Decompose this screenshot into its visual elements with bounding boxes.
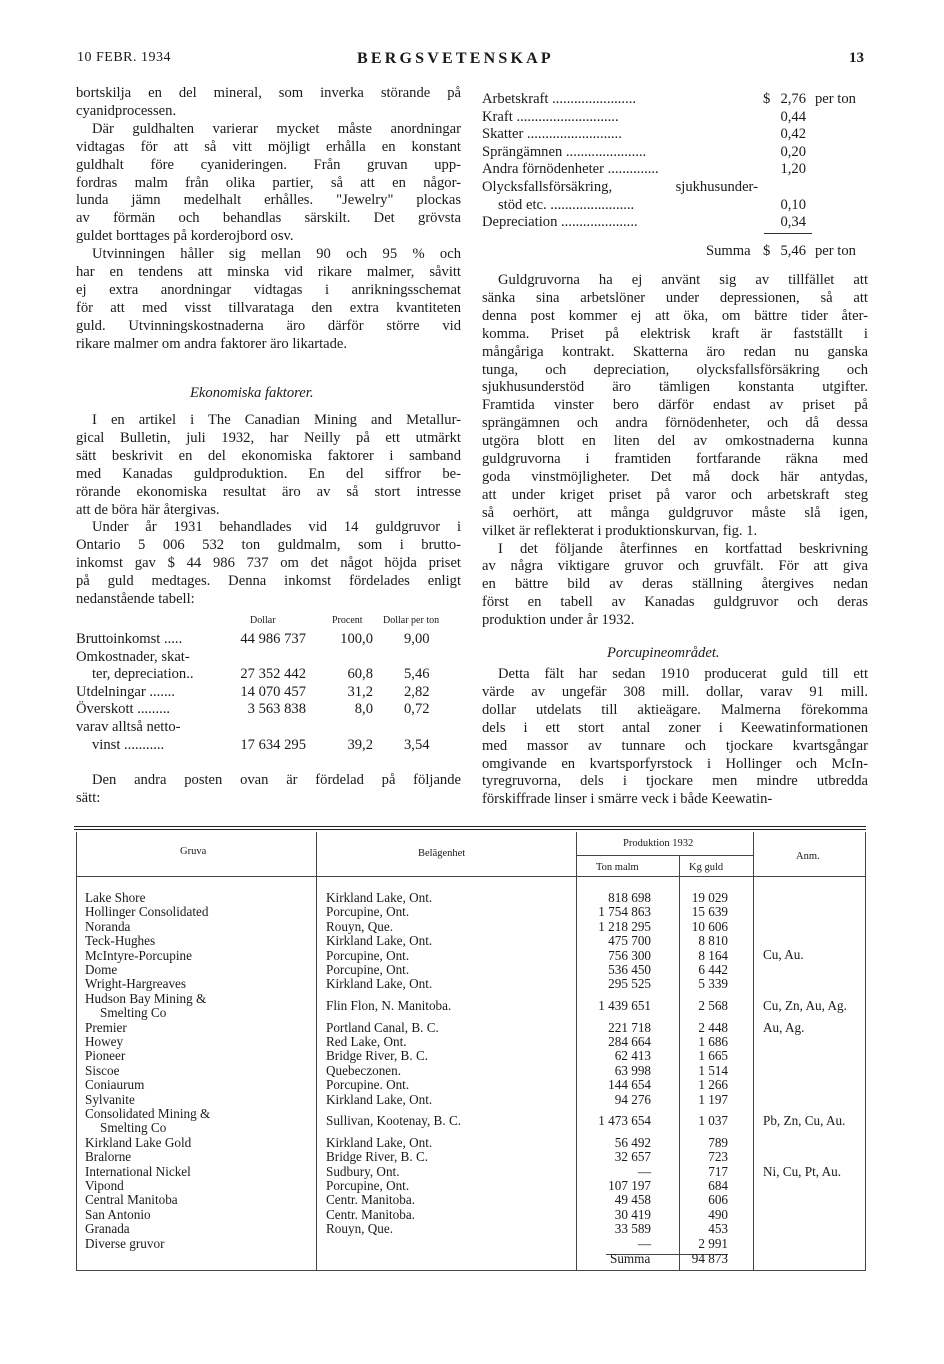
left-paragraph-5-line: nedanstående tabell:	[76, 591, 195, 607]
mine-gold-kg: 19 029	[691, 890, 728, 905]
mine-location: Porcupine, Ont.	[326, 962, 410, 977]
mine-name: Smelting Co	[100, 1005, 167, 1021]
mine-tonnage: 94 276	[614, 1091, 651, 1107]
mine-remark: Cu, Zn, Au, Ag.	[763, 998, 847, 1013]
left-paragraph-2-line: fordras malm från olika partier, så att en någor-	[76, 174, 461, 191]
right-paragraph-3-line: Detta fält har sedan 1910 producerat guld till ett	[498, 666, 868, 682]
income-table-row-label: Bruttoinkomst .....	[76, 631, 183, 647]
section-heading-ekonomiska: Ekonomiska faktorer.	[190, 385, 314, 401]
mine-name: Howey	[85, 1034, 124, 1049]
right-paragraph-2-line: produktion under år 1932.	[482, 612, 635, 629]
income-table-row-label: Överskott .........	[76, 701, 171, 718]
mine-gold-kg: 5 339	[698, 976, 728, 992]
mine-tonnage: 107 197	[608, 1178, 651, 1193]
income-table-row-per-ton: 0,72	[404, 701, 430, 718]
right-paragraph-1-line: sjukhusunderstöd äro tämligen konstanta utgifter.	[482, 379, 868, 396]
income-table-row-label: Utdelningar .......	[76, 683, 175, 700]
mine-name: Diverse gruvor	[85, 1235, 165, 1251]
left-paragraph-3-line: Utvinningen håller sig mellan 90 och 95 % och	[92, 246, 461, 263]
mine-name: San Antonio	[85, 1206, 151, 1222]
table-header-kg-guld: Kg guld	[689, 862, 724, 873]
mine-name: Dome	[85, 962, 118, 977]
mine-tonnage: 284 664	[608, 1034, 651, 1049]
mine-name: Siscoe	[85, 1062, 120, 1078]
income-table-row-per-ton: 9,00	[404, 631, 430, 647]
mine-tonnage: 33 589	[614, 1221, 651, 1237]
mine-gold-kg: 2 568	[698, 998, 728, 1013]
mine-name: Wright-Hargreaves	[85, 976, 187, 992]
table-header-anm: Anm.	[796, 851, 820, 862]
left-paragraph-2-line: guldhalt före cyanideringen. Från gruvan upp-	[76, 156, 461, 173]
income-table-row-procent: 60,8	[347, 666, 373, 683]
mine-name: Consolidated Mining &	[85, 1106, 211, 1121]
left-paragraph-4-line: med Kanadas guldproduktion. En del siffror be-	[76, 465, 461, 482]
right-paragraph-1-line: utgöra blott en liten del av omkostnaderna kunna	[482, 433, 868, 450]
right-paragraph-2-line: först en tabell av Kanadas guldgruvor och deras	[482, 594, 868, 611]
mine-tonnage: 56 492	[614, 1134, 651, 1150]
mine-gold-kg: 2 448	[698, 1019, 728, 1035]
income-table-header-procent: Procent	[332, 615, 363, 626]
mine-remark: Au, Ag.	[763, 1019, 805, 1035]
mine-name: McIntyre-Porcupine	[85, 947, 192, 963]
income-table-row-per-ton: 2,82	[404, 683, 430, 700]
right-paragraph-1-line: att under kriget priset på varor och arbetskraft steg	[482, 486, 868, 503]
income-table-row-dollar: 17 634 295	[240, 736, 306, 753]
left-paragraph-3-line: guld. Utvinningskostnaderna äro därför större vid	[76, 317, 461, 334]
right-paragraph-3-line: med massor av tunnare och tjockare kvartsgångar	[482, 737, 868, 754]
mine-tonnage: 756 300	[608, 947, 651, 963]
mine-location: Porcupine. Ont.	[326, 1077, 410, 1093]
mine-remark: Pb, Zn, Cu, Au.	[763, 1113, 846, 1129]
mine-gold-kg: 717	[708, 1163, 728, 1179]
table-header-ton-malm: Ton malm	[596, 862, 639, 873]
cost-row-value: 0,44	[780, 108, 806, 125]
mine-gold-kg: 606	[708, 1192, 728, 1208]
mine-location: Porcupine, Ont.	[326, 947, 410, 963]
cost-row-value: 0,34	[780, 214, 806, 231]
table-header-gruva: Gruva	[180, 846, 207, 857]
mine-gold-kg: 1 197	[698, 1091, 728, 1107]
mine-gold-kg: 723	[708, 1149, 728, 1165]
mine-name: International Nickel	[85, 1163, 191, 1179]
mine-gold-kg: 8 810	[698, 933, 728, 949]
left-paragraph-5-line: på guld medtages. Denna inkomst fördelades enligt	[76, 573, 461, 590]
mine-tonnage: 1 754 863	[598, 904, 651, 920]
cost-row-unit: per ton	[815, 91, 856, 107]
table-header-belagenhet: Belägenhet	[418, 848, 466, 859]
cost-row-value: 0,10	[780, 196, 806, 213]
income-table-header-dollar: Dollar	[250, 615, 276, 626]
mine-location: Rouyn, Que.	[326, 918, 394, 934]
mine-location: Sudbury, Ont.	[326, 1163, 400, 1179]
cost-sum-rule	[764, 233, 812, 234]
left-paragraph-3-line: för att med visst tillvaratagа den extra kvantiteten	[76, 299, 461, 316]
mine-tonnage: 818 698	[608, 890, 651, 905]
right-paragraph-2-line: en bättre bild av deras ställning återgives nedan	[482, 576, 868, 593]
right-paragraph-1-line: Guldgruvorna ha ej använt sig av tillfället att	[498, 272, 868, 288]
mine-gold-kg: 1 686	[698, 1034, 728, 1049]
cost-row-value: 0,42	[780, 126, 806, 143]
mine-tonnage: 32 657	[614, 1149, 651, 1165]
mine-location: Kirkland Lake, Ont.	[326, 1091, 433, 1107]
mine-tonnage: 475 700	[608, 933, 651, 949]
left-paragraph-2-line: Där guldhalten varierar mycket måste anordningar	[92, 120, 461, 137]
table-vertical-rule	[753, 832, 754, 1270]
left-paragraph-2-line: av förmän och behandlas särskilt. Det grövsta	[76, 210, 461, 227]
left-paragraph-3-line: ej extra anordningar vidtagas i anrikningsschemat	[76, 281, 461, 298]
right-paragraph-3-line: dollar utdelats till aktieägare. Malmerna förekomma	[482, 701, 868, 718]
mine-gold-kg: 490	[708, 1206, 728, 1222]
table-vertical-rule	[865, 832, 866, 1270]
mine-tonnage: 49 458	[614, 1192, 651, 1208]
mine-remark: Cu, Au.	[763, 946, 804, 962]
cost-sum-value: 5,46	[780, 243, 806, 259]
mine-name: Premier	[85, 1019, 127, 1035]
table-top-rule	[74, 826, 866, 827]
mine-gold-kg: 10 606	[691, 918, 728, 934]
mine-gold-kg: 453	[708, 1221, 728, 1237]
income-table-row-per-ton: 5,46	[404, 666, 430, 683]
income-table-row-procent: 39,2	[347, 736, 373, 753]
cost-row-currency: $	[763, 91, 771, 107]
left-paragraph-5-line: inkomst gav $ 44 986 737 om det något höjda priset	[76, 555, 461, 572]
right-paragraph-1-line: så oerhört, att många guldgruvor måste slå igen,	[482, 504, 868, 521]
right-paragraph-2-line: I det följande återfinnes en kortfattad beskrivning	[498, 540, 868, 557]
cost-sum-label: Summa	[706, 243, 751, 259]
mine-remark: Ni, Cu, Pt, Au.	[763, 1163, 842, 1179]
left-paragraph-5-line: Ontario 5 006 532 ton guldmalm, som i brutto-	[76, 537, 461, 554]
mine-tonnage: 63 998	[614, 1062, 651, 1078]
table-vertical-rule	[76, 832, 77, 1270]
mine-location: Portland Canal, B. C.	[326, 1019, 439, 1035]
mine-location: Sullivan, Kootenay, B. C.	[326, 1113, 462, 1129]
left-paragraph-2-line: guldet borttages på korderojbord osv.	[76, 228, 294, 245]
left-paragraph-1-line: cyanidprocessen.	[76, 102, 177, 119]
mine-name: Vipond	[85, 1178, 124, 1193]
right-paragraph-3-line: förskiffrade linser i smärre veck i både Keewatin-	[482, 791, 773, 808]
mine-location: Centr. Manitoba.	[326, 1206, 416, 1222]
right-paragraph-3-line: värde av ungefär 308 mill. dollar, varav 91 mill.	[482, 683, 868, 700]
left-paragraph-3-line: rikare malmer om andra faktorer äro likartade.	[76, 335, 348, 352]
left-paragraph-4-line: att de böra här återgivas.	[76, 501, 220, 518]
income-table-row-label: vinst ...........	[92, 736, 165, 753]
left-paragraph-6-line: sätt:	[76, 789, 101, 806]
mine-tonnage: —	[637, 1235, 651, 1251]
right-paragraph-1-line: tunga, och depreciation, olycksfallsförsäkring och	[482, 361, 868, 378]
income-table-row-label: ter, depreciation..	[92, 666, 194, 683]
right-paragraph-3-line: dels i ett stort antal zoner i Keewatinformationen	[482, 719, 868, 736]
left-paragraph-1-line: bortskilja en del mineral, som inverka störande på	[76, 85, 461, 101]
mine-name: Central Manitoba	[85, 1192, 178, 1208]
mine-name: Noranda	[85, 918, 131, 934]
right-paragraph-1-line: vilket är reflekterat i produktionskurvan, fig. 1.	[482, 522, 758, 539]
right-paragraph-1-line: sprängämnen och andra förnödenheter, och då dessa	[482, 415, 868, 432]
left-paragraph-4-line: sätt beskrivit en del ekonomiska faktorer i samband	[76, 447, 461, 464]
right-paragraph-3-line: tyregruvorna, dels i tjockare men mindre utbredda	[482, 773, 868, 790]
mine-gold-kg: 2 991	[698, 1235, 728, 1251]
right-paragraph-1-line: komma. Priset på elektrisk kraft är fastställt i	[482, 325, 868, 342]
mine-name: Sylvanite	[85, 1091, 135, 1107]
header-page-number: 13	[849, 50, 864, 66]
income-table-row-procent: 100,0	[340, 631, 373, 647]
table-header-produktion: Produktion 1932	[623, 838, 694, 849]
mine-location: Kirkland Lake, Ont.	[326, 933, 433, 949]
cost-row-label: Kraft ............................	[482, 108, 619, 125]
section-heading-porcupine: Porcupineområdet.	[607, 645, 720, 661]
left-paragraph-4-line: rörande ekonomiska resultat äro av så stort intresse	[76, 483, 461, 500]
mine-name: Bralorne	[85, 1149, 132, 1165]
cost-row-label: Olycksfallsförsäkring, sjukhusunder-	[482, 179, 758, 195]
left-paragraph-2-line: vidtagas för att så vitt möjligt erhålla en konstant	[76, 138, 461, 155]
summa-kg: 94 873	[691, 1251, 728, 1266]
table-header-rule	[577, 855, 753, 856]
right-paragraph-1-line: guldgruvorna i framtiden fortfarande räkna med	[482, 451, 868, 467]
mine-location: Bridge River, B. C.	[326, 1149, 429, 1165]
income-table-header-per-ton: Dollar per ton	[383, 615, 440, 626]
mine-location: Porcupine, Ont.	[326, 1178, 410, 1193]
right-paragraph-1-line: Framtida vinster bero därför endast av priset på	[482, 397, 868, 414]
left-paragraph-5-line: Under år 1931 behandlades vid 14 guldgruvor i	[92, 519, 461, 536]
mine-name: Teck-Hughes	[85, 933, 156, 949]
table-top-rule-2	[74, 829, 866, 830]
left-paragraph-4-line: gical Bulletin, juli 1932, har Neilly på ett utmärkt	[76, 429, 461, 446]
mine-location: Centr. Manitoba.	[326, 1192, 416, 1208]
cost-row-label: Depreciation .....................	[482, 214, 638, 231]
summa-label: Summa	[610, 1251, 651, 1266]
mine-tonnage: 1 439 651	[598, 998, 651, 1013]
mine-name: Granada	[85, 1221, 130, 1237]
right-paragraph-1-line: denna post kommer ej att öka, om bättre tider åter-	[482, 307, 868, 324]
income-table-row-dollar: 44 986 737	[240, 631, 306, 647]
right-paragraph-3-line: omgivande en kvartsporfyrstock i Hollinger och McIn-	[482, 755, 868, 772]
cost-sum-unit: per ton	[815, 243, 856, 259]
header-journal-title: BERGSVETENSKAP	[357, 50, 554, 67]
cost-row-label: Sprängämnen ......................	[482, 143, 647, 160]
mine-gold-kg: 8 164	[698, 947, 728, 963]
mine-gold-kg: 6 442	[698, 962, 728, 977]
right-paragraph-1-line: goda vinstmöjligheter. Det må dock här antydas,	[482, 468, 868, 485]
cost-sum-currency: $	[763, 243, 771, 259]
mine-tonnage: 221 718	[608, 1019, 651, 1035]
mine-location: Flin Flon, N. Manitoba.	[326, 998, 452, 1013]
right-paragraph-1-line: sänka sina arbetslöner under depressionen, så att	[482, 289, 868, 306]
income-table-row-dollar: 27 352 442	[240, 666, 306, 683]
table-header-rule	[76, 876, 866, 877]
mine-location: Kirkland Lake, Ont.	[326, 890, 433, 905]
left-paragraph-3-line: har en tendens att minska vid rikare malmer, såvitt	[76, 264, 461, 280]
mine-name: Hollinger Consolidated	[85, 904, 209, 920]
right-paragraph-1-line: mångåriga kontrakt. Skatterna äro redan nu ganska	[482, 343, 868, 360]
mine-tonnage: 536 450	[608, 962, 651, 977]
mine-tonnage: 30 419	[614, 1206, 651, 1222]
table-vertical-rule	[316, 832, 317, 1270]
income-table-row-label: varav alltså netto-	[76, 719, 181, 735]
cost-row-value: 2,76	[780, 91, 806, 107]
mine-name: Lake Shore	[85, 890, 146, 905]
mine-location: Bridge River, B. C.	[326, 1048, 429, 1064]
cost-row-label: Skatter ..........................	[482, 126, 622, 143]
cost-row-value: 1,20	[780, 161, 806, 178]
left-paragraph-4-line: I en artikel i The Canadian Mining and Metallur-	[92, 412, 461, 428]
table-bottom-rule	[76, 1270, 866, 1271]
mine-location: Rouyn, Que.	[326, 1221, 394, 1237]
mine-tonnage: 295 525	[608, 976, 651, 992]
mine-name: Hudson Bay Mining &	[85, 990, 207, 1006]
mine-tonnage: 1 473 654	[598, 1113, 651, 1129]
income-table-row-dollar: 14 070 457	[240, 683, 306, 700]
left-paragraph-6-line: Den andra posten ovan är fördelad på följande	[92, 772, 461, 788]
mine-name: Coniaurum	[85, 1077, 145, 1093]
mine-name: Smelting Co	[100, 1120, 167, 1136]
income-table-row-label: Omkostnader, skat-	[76, 648, 190, 665]
income-table-row-per-ton: 3,54	[404, 736, 430, 753]
mine-name: Kirkland Lake Gold	[85, 1134, 192, 1150]
left-paragraph-2-line: lunda jämn medelhalt erhålles. "Jewelry" plockas	[76, 192, 461, 209]
income-table-row-procent: 8,0	[354, 701, 373, 718]
mine-gold-kg: 1 037	[698, 1113, 728, 1129]
header-date: 10 FEBR. 1934	[77, 50, 172, 65]
mine-location: Kirkland Lake, Ont.	[326, 976, 433, 992]
mine-gold-kg: 1 514	[698, 1062, 728, 1078]
cost-row-label: Andra förnödenheter ..............	[482, 161, 659, 178]
mine-gold-kg: 1 665	[698, 1048, 728, 1064]
mine-location: Porcupine, Ont.	[326, 904, 410, 920]
mine-name: Pioneer	[85, 1048, 126, 1064]
cost-row-label: stöd etc. .......................	[498, 196, 635, 213]
mine-location: Kirkland Lake, Ont.	[326, 1134, 433, 1150]
mine-gold-kg: 1 266	[698, 1077, 728, 1093]
right-paragraph-2-line: av några viktigare gruvor och gruvfält. För att giva	[482, 558, 868, 575]
income-table-row-procent: 31,2	[347, 683, 373, 700]
mine-location: Red Lake, Ont.	[326, 1034, 407, 1049]
income-table-row-dollar: 3 563 838	[247, 701, 306, 718]
mine-tonnage: 144 654	[608, 1077, 651, 1093]
mine-tonnage: —	[637, 1163, 651, 1179]
mine-gold-kg: 684	[708, 1178, 728, 1193]
mine-tonnage: 62 413	[614, 1048, 651, 1064]
mine-location: Quebeczonen.	[326, 1062, 402, 1078]
mine-tonnage: 1 218 295	[598, 918, 651, 934]
mine-gold-kg: 789	[708, 1134, 728, 1150]
mine-gold-kg: 15 639	[691, 904, 728, 920]
cost-row-value: 0,20	[780, 143, 806, 160]
cost-row-label: Arbetskraft .......................	[482, 91, 637, 107]
